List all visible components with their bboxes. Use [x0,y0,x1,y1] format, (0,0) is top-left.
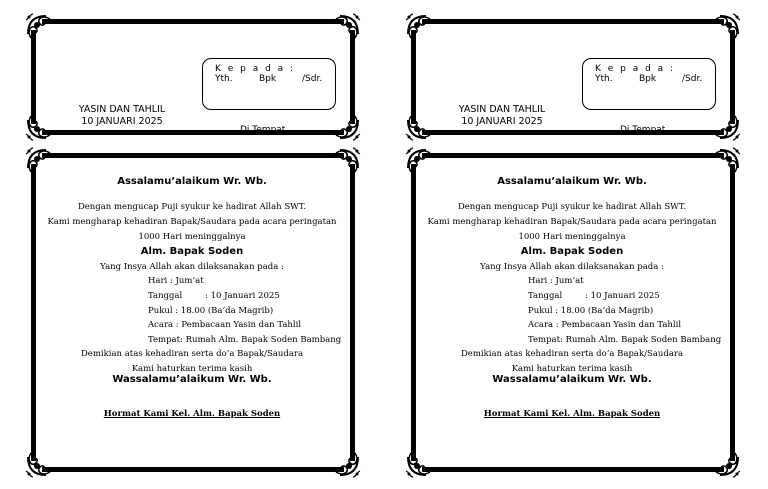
frame-border [422,19,724,24]
tempat-label: Di Tempat [240,125,286,134]
event-title-line: YASIN DAN TAHLIL [78,104,166,115]
yth-label: Yth. [215,74,233,84]
frame-border [350,30,355,124]
greeting: Assalamu’alaikum Wr. Wb. [497,176,647,187]
corner-flourish-icon [404,449,434,479]
corner-flourish-icon [24,146,54,176]
closing-line: Kami haturkan terima kasih [511,364,633,374]
corner-flourish-icon [332,449,362,479]
event-date-line: 10 JANUARI 2025 [461,116,543,127]
occasion-line: 1000 Hari meninggalnya [138,232,246,242]
signature: Hormat Kami Kel. Alm. Bapak Soden [483,409,661,419]
address-box [582,58,716,110]
corner-flourish-icon [24,12,54,42]
detail-tanggal-value: : 10 Januari 2025 [205,291,280,301]
farewell: Wassalamu’alaikum Wr. Wb. [492,374,652,385]
detail-tanggal-label: Tanggal [528,291,563,301]
corner-flourish-icon [404,12,434,42]
corner-flourish-icon [404,112,434,142]
closing-line: Demikian atas kehadiran serta do’a Bapak/Saudara [80,349,304,359]
event-date-line: 10 JANUARI 2025 [81,116,163,127]
closing-line: Demikian atas kehadiran serta do’a Bapak/Saudara [460,349,684,359]
corner-flourish-icon [404,146,434,176]
schedule-intro: Yang Insya Allah akan dilaksanakan pada : [480,262,664,272]
sdr-label: /Sdr. [682,74,703,84]
detail-hari: Hari : Jum’at [148,276,204,286]
corner-flourish-icon [332,112,362,142]
frame-border [42,467,344,472]
bpk-label: Bpk [639,74,657,84]
detail-acara: Acara : Pembacaan Yasin dan Tahlil [528,320,682,330]
intro-line: Kami mengharap kehadiran Bapak/Saudara pada acara peringatan [427,217,717,227]
intro-line: Kami mengharap kehadiran Bapak/Saudara pada acara peringatan [47,217,337,227]
frame-border [422,467,724,472]
detail-tempat: Tempat: Rumah Alm. Bapak Soden Bambang [528,335,722,345]
detail-pukul: Pukul : 18.00 (Ba’da Magrib) [148,306,274,316]
frame-border [730,30,735,124]
corner-flourish-icon [24,449,54,479]
corner-flourish-icon [332,12,362,42]
frame-border [422,130,724,135]
deceased-name: Alm. Bapak Soden [140,246,244,257]
tempat-label: Di Tempat [620,125,666,134]
corner-flourish-icon [712,449,742,479]
occasion-line: 1000 Hari meninggalnya [518,232,626,242]
event-title [452,104,552,128]
corner-flourish-icon [332,146,362,176]
detail-pukul: Pukul : 18.00 (Ba’da Magrib) [528,306,654,316]
detail-tanggal-label: Tanggal [148,291,183,301]
frame-border [411,30,416,124]
frame-border [42,153,344,158]
invitation-card-right [380,0,764,489]
frame-border [31,30,36,124]
schedule-intro: Yang Insya Allah akan dilaksanakan pada : [100,262,284,272]
greeting: Assalamu’alaikum Wr. Wb. [117,176,267,187]
signature-wrap [380,409,764,419]
event-title-line: YASIN DAN TAHLIL [458,104,546,115]
farewell: Wassalamu’alaikum Wr. Wb. [112,374,272,385]
kepada-label: K e p a d a : [215,64,296,74]
frame-border [42,130,344,135]
frame-border [42,19,344,24]
sdr-label: /Sdr. [302,74,323,84]
detail-hari: Hari : Jum’at [528,276,584,286]
corner-flourish-icon [712,112,742,142]
corner-flourish-icon [712,12,742,42]
corner-flourish-icon [24,112,54,142]
kepada-label: K e p a d a : [595,64,676,74]
detail-acara: Acara : Pembacaan Yasin dan Tahlil [148,320,302,330]
intro-line: Dengan mengucap Puji syukur ke hadirat Allah SWT. [77,202,307,212]
yth-label: Yth. [595,74,613,84]
signature: Hormat Kami Kel. Alm. Bapak Soden [103,409,281,419]
closing-line: Kami haturkan terima kasih [131,364,253,374]
address-box [202,58,336,110]
signature-wrap [0,409,384,419]
detail-tempat: Tempat: Rumah Alm. Bapak Soden Bambang [148,335,342,345]
corner-flourish-icon [712,146,742,176]
intro-line: Dengan mengucap Puji syukur ke hadirat Allah SWT. [457,202,687,212]
event-title [72,104,172,128]
bpk-label: Bpk [259,74,277,84]
detail-tanggal-value: : 10 Januari 2025 [585,291,660,301]
deceased-name: Alm. Bapak Soden [520,246,624,257]
frame-border [422,153,724,158]
